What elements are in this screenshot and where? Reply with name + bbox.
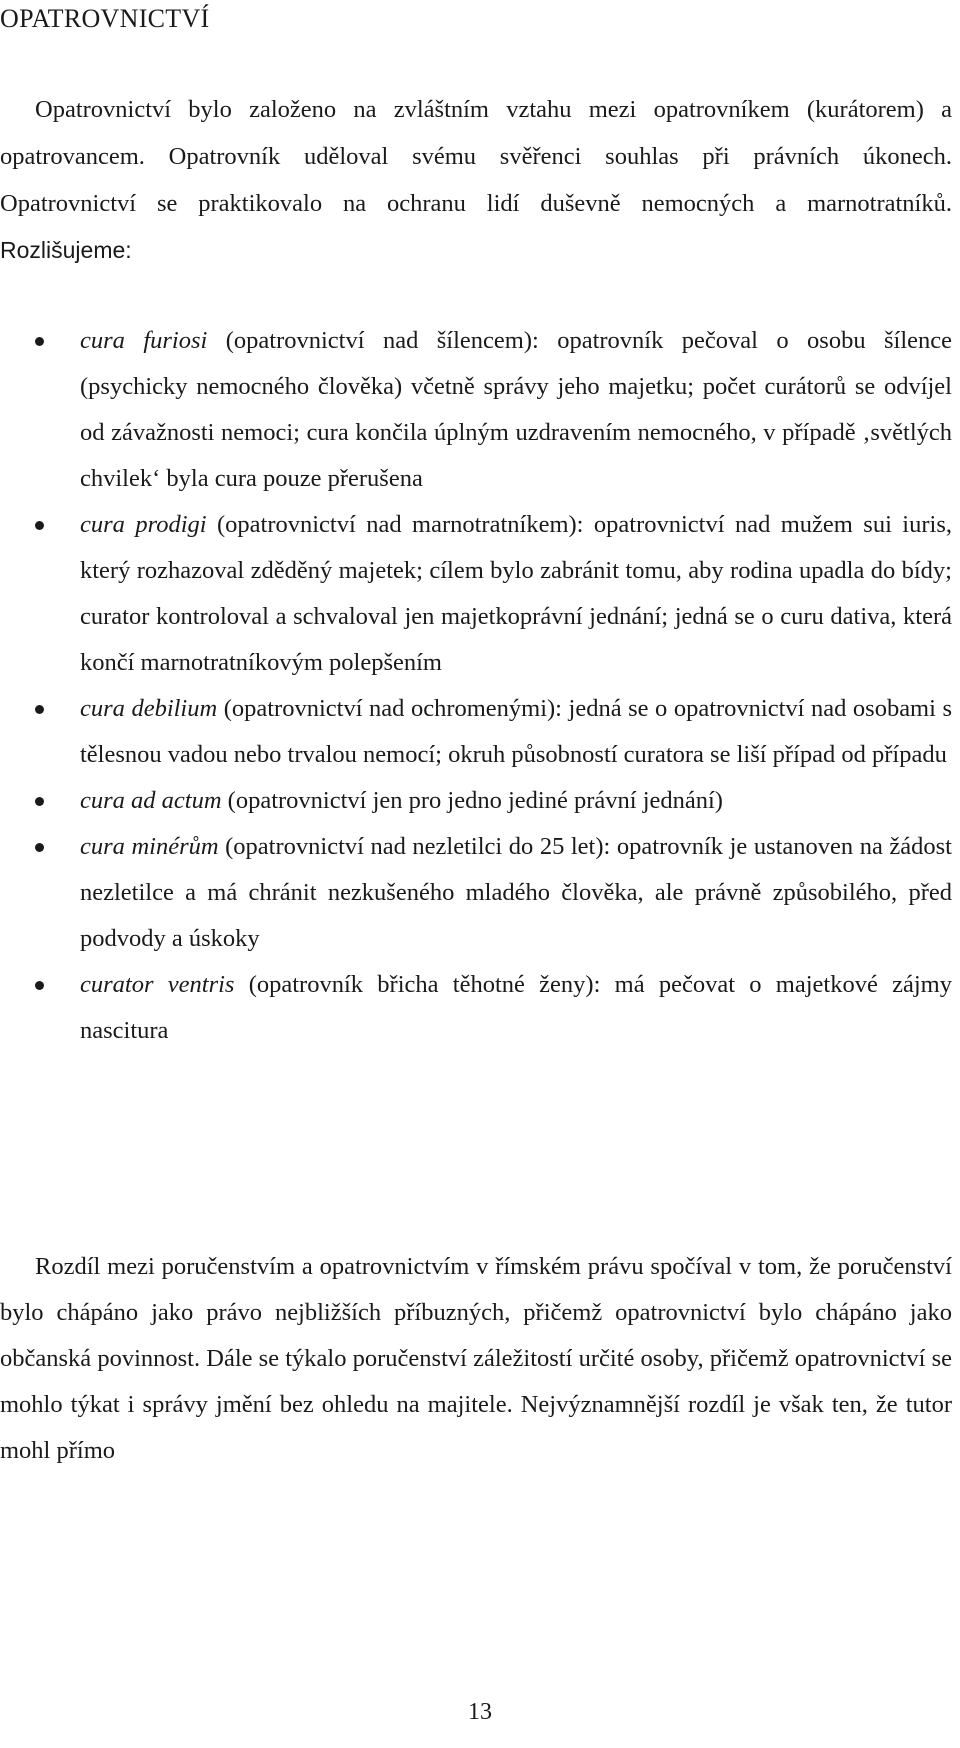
list-item: [0, 824, 952, 962]
closing-paragraph: Rozdíl mezi poručenstvím a opatrovnictvím v římském právu spočíval v tom, že poručenství bylo chápáno jako právo nejbližších příbuzných, přičemž opatrovnictví bylo chápáno jako občanská povinnost. Dále se týkalo poručenství záležitostí určité osoby, přičemž opatrovnictví se mohlo týkat i správy jmění bez ohledu na majitele. Nejvýznamnější rozdíl je však ten, že tutor mohl přímo: [0, 1253, 952, 1464]
bullet-icon: [35, 705, 44, 714]
list-item: [0, 686, 952, 778]
list-item: [0, 778, 952, 824]
bullet-icon: [35, 843, 44, 852]
list-item-term: cura prodigi: [80, 511, 207, 538]
list-item-text: (opatrovník břicha těhotné ženy): má pečovat o majetkové zájmy nascitura: [80, 971, 952, 1044]
bullet-icon: [35, 797, 44, 806]
list-item-text: (opatrovnictví jen pro jedno jediné právní jednání): [221, 787, 723, 814]
bullet-icon: [35, 337, 44, 346]
list-item-term: cura minérům: [80, 833, 219, 860]
list-item: [0, 502, 952, 686]
bullet-icon: [35, 981, 44, 990]
intro-text-lead-in: Rozlišujeme:: [0, 237, 132, 263]
bullet-icon: [35, 521, 44, 530]
intro-paragraph: [0, 86, 952, 274]
list-item-text: (opatrovnictví nad šílencem): opatrovník pečoval o osobu šílence (psychicky nemocného člověka) včetně správy jeho majetku; počet curátorů se odvíjel od závažnosti nemoci; cura končila úplným uzdravením nemocného, v případě ‚světlých chvilek‘ byla cura pouze přerušena: [80, 327, 953, 492]
section-heading: OPATROVNICTVÍ: [0, 4, 210, 33]
list-item-text: (opatrovnictví nad marnotratníkem): opatrovnictví nad mužem sui iuris, který rozhazoval zděděný majetek; cílem bylo zabránit tomu, aby rodina upadla do bídy; curator kontroloval a schvaloval jen majetkoprávní jednání; jedná se o curu dativa, která končí marnotratníkovým polepšením: [80, 511, 952, 676]
list-item-term: cura furiosi: [80, 327, 208, 354]
list-item-text: (opatrovnictví nad nezletilci do 25 let): opatrovník je ustanoven na žádost nezletilce a má chránit nezkušeného mladého člověka, ale právně způsobilého, před podvody a úskoky: [80, 833, 952, 952]
list-item: [0, 962, 952, 1054]
page-number: 13: [468, 1699, 492, 1725]
intro-text: Opatrovnictví bylo založeno na zvláštním vztahu mezi opatrovníkem (kurátorem) a opatrovancem. Opatrovník uděloval svému svěřenci souhlas při právních úkonech. Opatrovnictví se praktikovalo na ochranu lidí duševně nemocných a marnotratníků.: [0, 96, 952, 217]
list-item: [0, 318, 952, 502]
list-item-text: (opatrovnictví nad ochromenými): jedná se o opatrovnictví nad osobami s tělesnou vadou nebo trvalou nemocí; okruh působností curatora se liší případ od případu: [80, 695, 952, 768]
list-item-term: cura ad actum: [80, 787, 222, 814]
list-item-term: cura debilium: [80, 695, 218, 722]
list-item-term: curator ventris: [80, 971, 235, 998]
cura-types-list: [0, 318, 952, 1054]
